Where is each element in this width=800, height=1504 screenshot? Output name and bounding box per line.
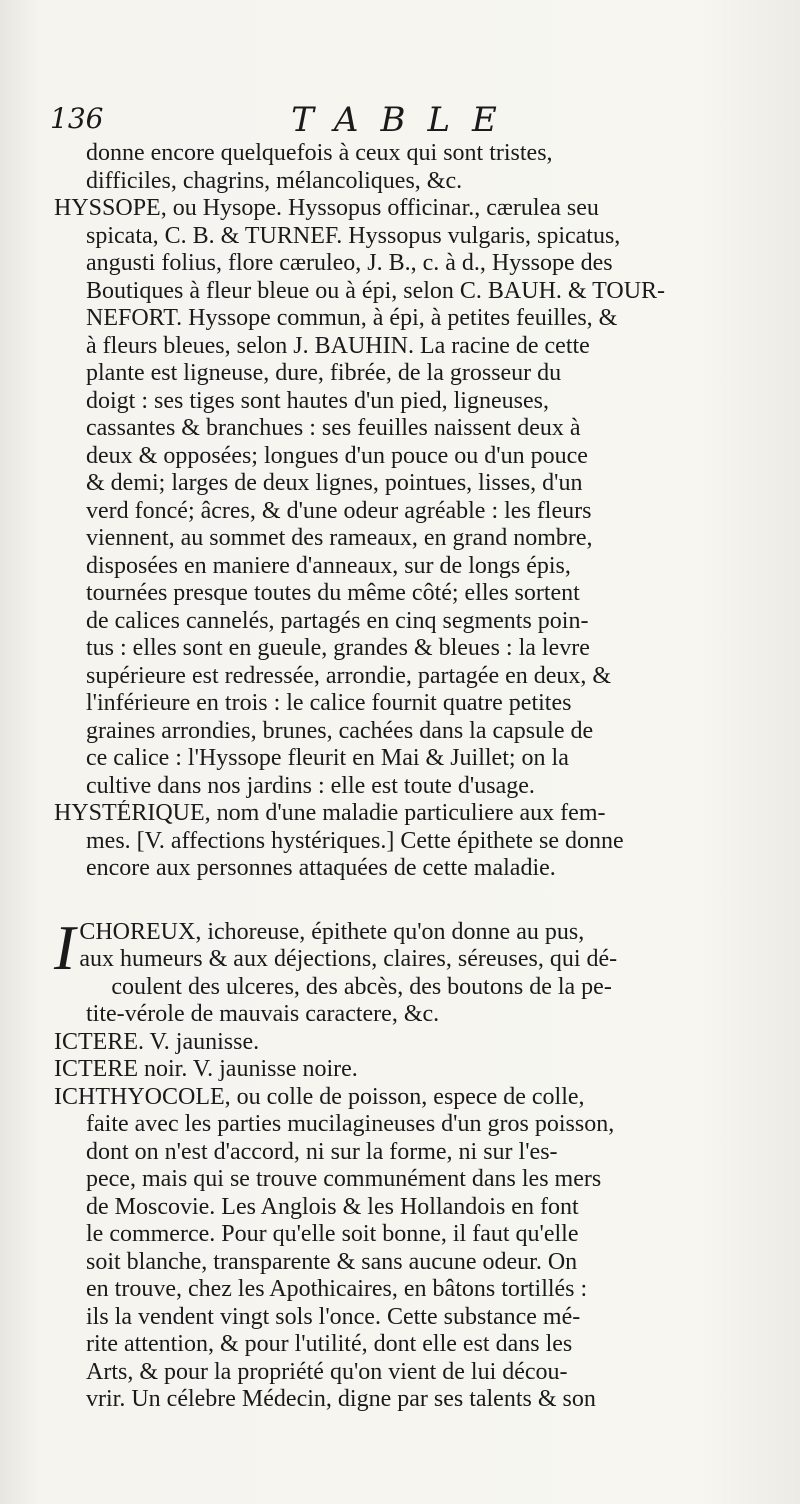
text-line: tournées presque toutes du même côté; elles sortent bbox=[86, 580, 580, 606]
text-line: coulent des ulceres, des abcès, des boutons de la pe- bbox=[111, 973, 612, 1000]
text-line: pece, mais qui se trouve communément dans les mers bbox=[86, 1166, 602, 1192]
page-number: 136 bbox=[50, 102, 104, 135]
text-line: difficiles, chagrins, mélancoliques, &c. bbox=[86, 167, 463, 194]
text-line: Boutiques à fleur bleue ou à épi, selon C. BAUH. & TOUR- bbox=[86, 277, 666, 304]
text-line: mes. [V. affections hystériques.] Cette épithete se donne bbox=[86, 827, 624, 854]
text-line: rite attention, & pour l'utilité, dont elle est dans les bbox=[86, 1331, 573, 1357]
text-line: cassantes & branchues : ses feuilles naissent deux à bbox=[86, 415, 581, 441]
text-line: tus : elles sont en gueule, grandes & bleues : la levre bbox=[86, 635, 590, 661]
text-line: spicata, C. B. & TURNEF. Hyssopus vulgaris, spicatus, bbox=[86, 222, 621, 249]
text-line: viennent, au sommet des rameaux, en grand nombre, bbox=[86, 525, 593, 551]
page-header bbox=[50, 100, 760, 140]
text-line: doigt : ses tiges sont hautes d'un pied, ligneuses, bbox=[86, 387, 549, 414]
text-line: vrir. Un célebre Médecin, digne par ses talents & son bbox=[86, 1386, 596, 1412]
text-line: soit blanche, transparente & sans aucune odeur. On bbox=[86, 1248, 578, 1275]
text-line: de calices cannelés, partagés en cinq segments poin- bbox=[86, 607, 589, 634]
text-line: encore aux personnes attaquées de cette maladie. bbox=[86, 855, 556, 881]
entry-ichthyocole: ICHTHYOCOLE, ou colle de poisson, espece de colle, bbox=[54, 1083, 585, 1110]
text-line: dont on n'est d'accord, ni sur la forme, ni sur l'es- bbox=[86, 1138, 558, 1165]
text-line: à fleurs bleues, selon J. BAUHIN. La racine de cette bbox=[86, 332, 590, 359]
text-line: ce calice : l'Hyssope fleurit en Mai & Juillet; on la bbox=[86, 745, 569, 771]
running-title: TABLE bbox=[291, 100, 519, 140]
text-line: angusti folius, flore cæruleo, J. B., c. à d., Hyssope des bbox=[86, 250, 613, 276]
text-line: deux & opposées; longues d'un pouce ou d'un pouce bbox=[86, 442, 588, 469]
section-spacer bbox=[54, 883, 772, 919]
drop-cap: I bbox=[54, 911, 76, 983]
text-block-h bbox=[54, 140, 772, 883]
text-line: l'inférieure en trois : le calice fournit quatre petites bbox=[86, 690, 572, 716]
text-line: plante est ligneuse, dure, fibrée, de la grosseur du bbox=[86, 360, 562, 386]
entry-hysterique: HYSTÉRIQUE, nom d'une maladie particuliere aux fem- bbox=[54, 800, 606, 826]
text-line: tite-vérole de mauvais caractere, &c. bbox=[86, 1001, 440, 1027]
entry-hyssope: HYSSOPE, ou Hysope. Hyssopus officinar., cærulea seu bbox=[54, 195, 599, 221]
text-line: disposées en maniere d'anneaux, sur de longs épis, bbox=[86, 552, 571, 579]
text-line: aux humeurs & aux déjections, claires, séreuses, qui dé- bbox=[79, 946, 618, 972]
text-line: verd foncé; âcres, & d'une odeur agréable : les fleurs bbox=[86, 497, 592, 524]
page-body bbox=[54, 140, 772, 1414]
text-line: en trouve, chez les Apothicaires, en bâtons tortillés : bbox=[86, 1276, 588, 1302]
text-line: ils la vendent vingt sols l'once. Cette substance mé- bbox=[86, 1303, 581, 1330]
entry-ichoreux: CHOREUX, ichoreuse, épithete qu'on donne au pus, bbox=[79, 918, 585, 945]
text-line: cultive dans nos jardins : elle est toute d'usage. bbox=[86, 772, 535, 799]
entry-ictere: ICTERE. V. jaunisse. bbox=[54, 1028, 260, 1055]
entry-ictere-noir: ICTERE noir. V. jaunisse noire. bbox=[54, 1056, 358, 1082]
text-line: supérieure est redressée, arrondie, partagée en deux, & bbox=[86, 662, 612, 689]
text-line: faite avec les parties mucilagineuses d'un gros poisson, bbox=[86, 1111, 615, 1137]
text-block-i bbox=[54, 911, 772, 1414]
text-line: de Moscovie. Les Anglois & les Hollandois en font bbox=[86, 1193, 579, 1220]
text-line: donne encore quelquefois à ceux qui sont tristes, bbox=[86, 140, 553, 166]
text-line: & demi; larges de deux lignes, pointues, lisses, d'un bbox=[86, 470, 583, 496]
text-line: NEFORT. Hyssope commun, à épi, à petites feuilles, & bbox=[86, 305, 618, 331]
text-line: graines arrondies, brunes, cachées dans la capsule de bbox=[86, 717, 594, 744]
text-line: Arts, & pour la propriété qu'on vient de lui décou- bbox=[86, 1358, 568, 1385]
text-line: le commerce. Pour qu'elle soit bonne, il faut qu'elle bbox=[86, 1221, 579, 1247]
